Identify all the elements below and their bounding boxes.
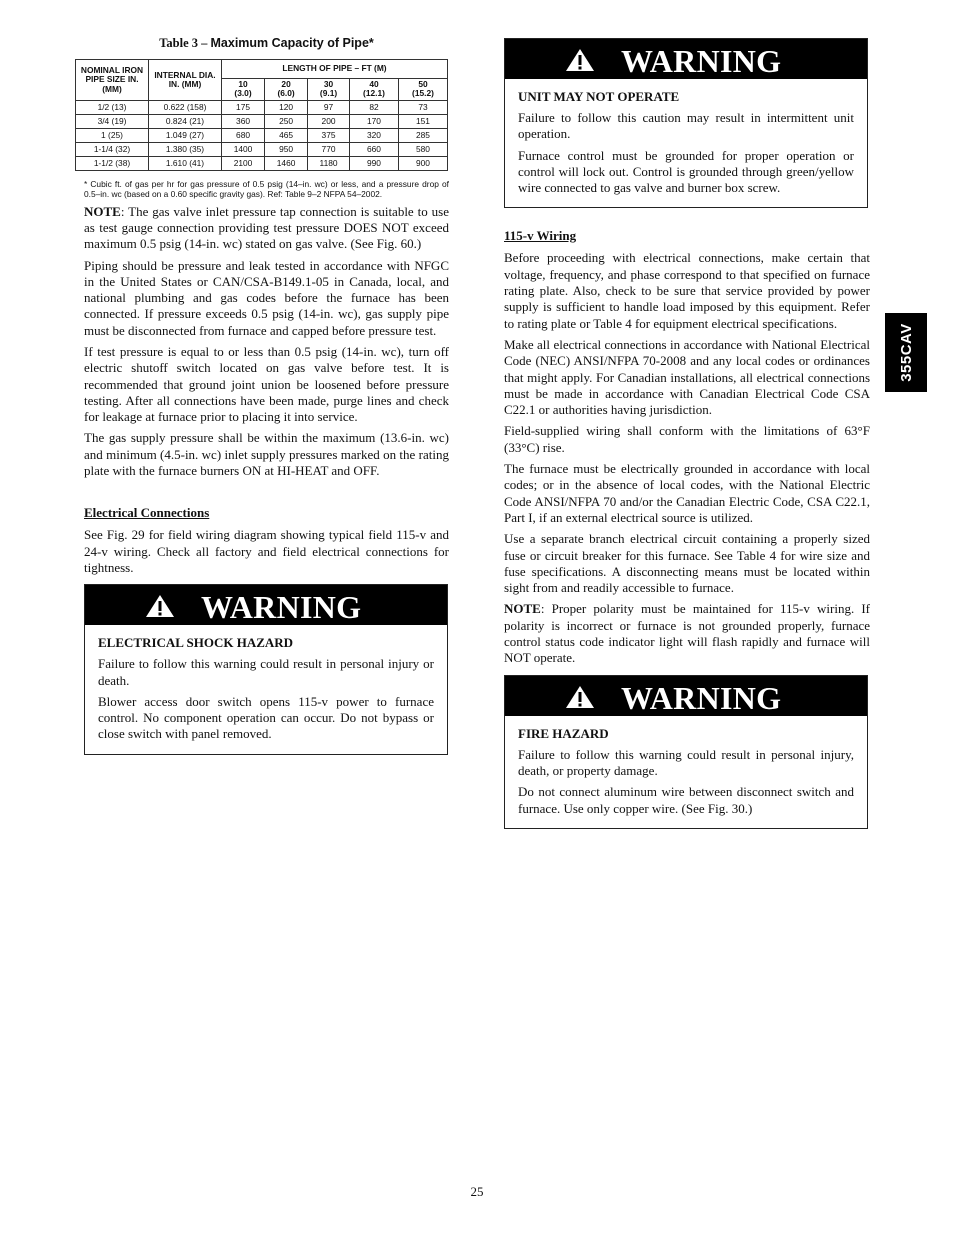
table-cell: 360 xyxy=(222,114,265,128)
table-cell: 1.380 (35) xyxy=(149,142,222,156)
wiring-heading: 115-v Wiring xyxy=(504,228,577,244)
side-tab-model xyxy=(885,313,927,392)
table-footnote: * Cubic ft. of gas per hr for gas pressure of 0.5 psig (14–in. wc) or less, and a pressure drop of 0.5–in. wc (based on a 0.60 specific gravity gas). Ref: Table 9–2 NFPA 54–2002. xyxy=(84,178,449,200)
table-cell: 97 xyxy=(308,100,350,114)
warning-triangle-icon xyxy=(145,594,175,618)
paragraph-supply-pressure: The gas supply pressure shall be within the maximum (13.6-in. wc) and minimum (4.5-in. wc) inlet supply pressures marked on the rating plate with the furnace burners ON at HI-HEAT and OFF. xyxy=(84,430,449,479)
table-cell: 0.824 (21) xyxy=(149,114,222,128)
table-cell: 660 xyxy=(350,142,399,156)
table-header-length-col: 40 (12.1) xyxy=(350,79,399,101)
table-cell: 1 (25) xyxy=(76,128,149,142)
note-text: : The gas valve inlet pressure tap connection is suitable to use as test gauge connection providing test pressure DOES NOT exceed maximum 0.5 psig (14-in. wc) stated on gas valve. (See Fig. 60.) xyxy=(84,203,449,252)
warning-title: ELECTRICAL SHOCK HAZARD xyxy=(98,635,294,651)
paragraph-branch-circuit: Use a separate branch electrical circuit containing a properly sized fuse or circuit breaker for this furnace. See Table 4 for wire size and fuse specifications. A disconnecting means must be located within sight from and readily accessible to furnace. xyxy=(504,531,870,596)
paragraph-grounding: The furnace must be electrically grounded in accordance with local codes; or in the absence of local codes, with the National Electric Code ANSI/NFPA 70 and/or the Canadian Electric Code, CSA C22.1, Part I, if an external electrical source is utilized. xyxy=(504,461,870,525)
paragraph-electrical-connections: See Fig. 29 for field wiring diagram showing typical field 115-v and 24-v wiring. Check all factory and field electrical connections for tightness. xyxy=(84,527,449,575)
pipe-capacity-table xyxy=(75,59,448,171)
paragraph-field-wiring: Field-supplied wiring shall conform with the limitations of 63°F (33°C) rise. xyxy=(504,423,870,455)
warning-title: UNIT MAY NOT OPERATE xyxy=(518,89,680,104)
table-cell: 1-1/2 (38) xyxy=(76,156,149,170)
table-cell: 285 xyxy=(398,128,447,142)
table-body xyxy=(76,100,448,170)
right-column xyxy=(504,38,870,829)
table-cell: 1400 xyxy=(222,142,265,156)
table-cell: 900 xyxy=(398,156,447,170)
left-column xyxy=(80,36,449,755)
warning-header xyxy=(505,676,867,716)
warning-word: WARNING xyxy=(621,679,782,716)
table-header-length-col: 30 (9.1) xyxy=(308,79,350,101)
table-cell: 680 xyxy=(222,128,265,142)
table-cell: 1.049 (27) xyxy=(149,128,222,142)
warning-text: Blower access door switch opens 115-v power to furnace control. No component operation can occur. Do not bypass or close switch with panel removed. xyxy=(98,693,434,742)
table-cell: 2100 xyxy=(222,156,265,170)
table-row xyxy=(76,114,448,128)
table-cell: 0.622 (158) xyxy=(149,100,222,114)
table-cell: 1.610 (41) xyxy=(149,156,222,170)
table-cell: 1460 xyxy=(265,156,308,170)
warning-text: Do not connect aluminum wire between disconnect switch and furnace. Use only copper wire. (See Fig. 30.) xyxy=(518,784,854,816)
table-cell: 580 xyxy=(398,142,447,156)
table-header-length-col: 10 (3.0) xyxy=(222,79,265,101)
warning-text: Failure to follow this warning could result in personal injury or death. xyxy=(98,656,434,688)
table-header-internal-dia: INTERNAL DIA. IN. (MM) xyxy=(149,60,222,101)
gas-valve-note xyxy=(84,204,449,253)
warning-word: WARNING xyxy=(201,589,362,626)
table-cell: 151 xyxy=(398,114,447,128)
warning-fire-hazard xyxy=(504,675,868,829)
table-cell: 950 xyxy=(265,142,308,156)
table-row xyxy=(76,142,448,156)
table-title xyxy=(84,36,449,51)
warning-triangle-icon xyxy=(565,685,595,709)
warning-header xyxy=(85,585,447,625)
table-cell: 200 xyxy=(308,114,350,128)
table-cell: 1-1/4 (32) xyxy=(76,142,149,156)
table-cell: 1180 xyxy=(308,156,350,170)
page-number: 25 xyxy=(470,1184,484,1199)
warning-electrical-shock xyxy=(84,584,448,754)
paragraph-pressure-test: Piping should be pressure and leak tested in accordance with NFGC in the United States or CAN/CSA-B149.1-05 in Canada, local, and national plumbing and gas codes before the furnace has been connected. If pressure exceeds 0.5 psig (14-in. wc), gas supply pipe must be disconnected from furnace and capped before pressure test. xyxy=(84,257,449,338)
note-label: NOTE xyxy=(84,203,121,219)
warning-text: Failure to follow this caution may result in intermittent unit operation. xyxy=(518,110,854,142)
table-title-prefix: Table 3 – xyxy=(159,36,211,50)
table-cell: 120 xyxy=(265,100,308,114)
table-cell: 465 xyxy=(265,128,308,142)
table-cell: 770 xyxy=(308,142,350,156)
table-cell: 1/2 (13) xyxy=(76,100,149,114)
paragraph-test-pressure: If test pressure is equal to or less than 0.5 psig (14-in. wc), turn off electric shutoff switch located on gas valve before test. It is recommended that ground joint union be loosened before pressure testing. After all connections have been made, purge lines and check for leakage at furnace prior to placing it into service. xyxy=(84,344,449,425)
table-cell: 990 xyxy=(350,156,399,170)
warning-text: Failure to follow this warning could result in personal injury, death, or property damage. xyxy=(518,746,854,778)
table-cell: 250 xyxy=(265,114,308,128)
table-header-pipe-size: NOMINAL IRON PIPE SIZE IN. (MM) xyxy=(76,60,149,101)
note-label: NOTE xyxy=(504,601,541,617)
electrical-connections-heading: Electrical Connections xyxy=(84,505,210,521)
warning-title: FIRE HAZARD xyxy=(518,725,609,741)
table-header-length: LENGTH OF PIPE – FT (M) xyxy=(222,60,448,79)
table-header-length-col: 50 (15.2) xyxy=(398,79,447,101)
table-cell: 375 xyxy=(308,128,350,142)
paragraph-before-proceeding: Before proceeding with electrical connections, make certain that voltage, frequency, and phase correspond to that specified on furnace rating plate. Also, check to be sure that service provided by power supply is sufficient to handle load imposed by this equipment. Refer to rating plate or Table 4 for equipment electrical specifications. xyxy=(504,250,870,331)
table-cell: 320 xyxy=(350,128,399,142)
table-row xyxy=(76,100,448,114)
warning-word: WARNING xyxy=(621,43,782,79)
warning-triangle-icon xyxy=(565,48,595,72)
table-row xyxy=(76,128,448,142)
paragraph-nec: Make all electrical connections in accordance with National Electrical Code (NEC) ANSI/NFPA 70-2008 and any local codes or ordinances that might apply. For Canadian installations, all electrical connections must be made in accordance with Canadian Electrical Code CSA C22.1 or authorities having jurisdiction. xyxy=(504,336,870,418)
warning-header xyxy=(505,39,867,79)
table-row xyxy=(76,156,448,170)
polarity-note xyxy=(504,601,870,666)
table-title-main: Maximum Capacity of Pipe* xyxy=(210,36,374,50)
table-cell: 3/4 (19) xyxy=(76,114,149,128)
table-header-length-col: 20 (6.0) xyxy=(265,79,308,101)
table-cell: 82 xyxy=(350,100,399,114)
warning-unit-may-not-operate xyxy=(504,38,868,208)
side-tab-label: 355CAV xyxy=(897,323,915,382)
table-cell: 175 xyxy=(222,100,265,114)
note-text: : Proper polarity must be maintained for 115-v wiring. If polarity is incorrect or furnace is not grounded properly, furnace control status code indicator light will flash rapidly and furnace will NOT operate. xyxy=(504,601,870,666)
warning-text: Furnace control must be grounded for proper operation or control will lock out. Control is grounded through green/yellow wire connected to gas valve and burner box screw. xyxy=(518,147,854,196)
table-cell: 170 xyxy=(350,114,399,128)
table-cell: 73 xyxy=(398,100,447,114)
